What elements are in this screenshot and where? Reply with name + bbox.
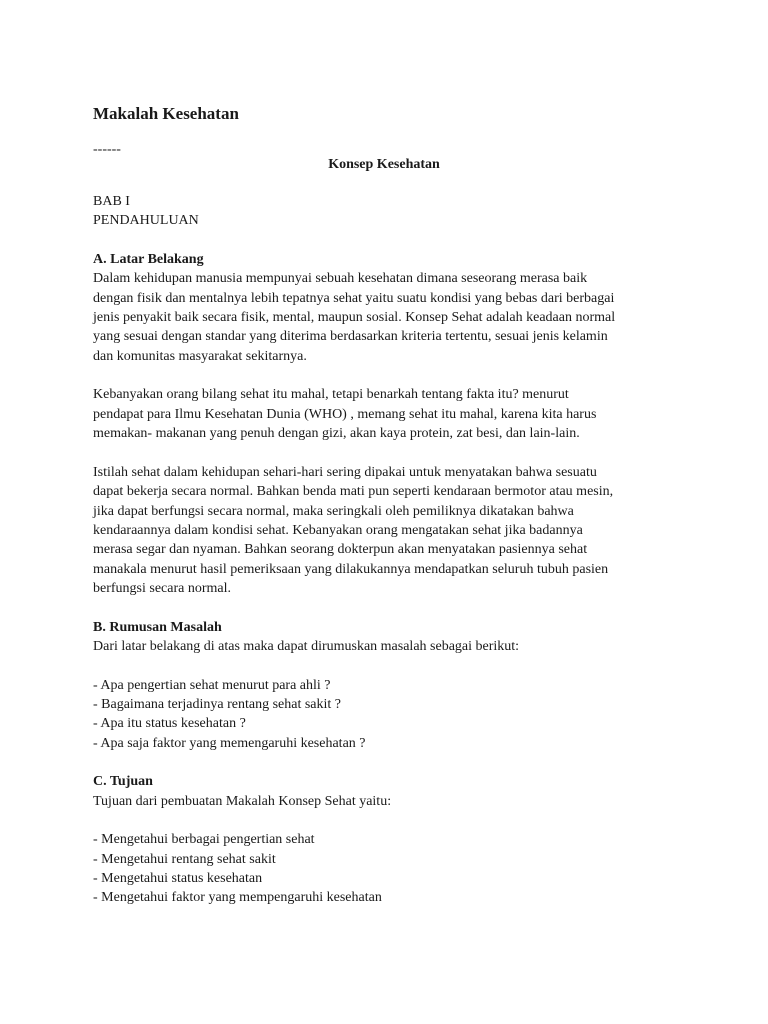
- list-item: - Mengetahui berbagai pengertian sehat: [93, 832, 315, 848]
- paragraph-line: Istilah sehat dalam kehidupan sehari-hari sering dipakai untuk menyatakan bahwa sesuatu: [93, 464, 597, 480]
- paragraph-line: pendapat para Ilmu Kesehatan Dunia (WHO) , memang sehat itu mahal, karena kita harus: [93, 406, 597, 422]
- section-intro: Dari latar belakang di atas maka dapat dirumuskan masalah sebagai berikut:: [93, 638, 520, 654]
- chapter-title: PENDAHULUAN: [93, 213, 199, 229]
- paragraph-line: dapat bekerja secara normal. Bahkan benda mati pun seperti kendaraan bermotor atau mesin,: [93, 484, 614, 500]
- document-subtitle: Konsep Kesehatan: [328, 157, 440, 172]
- section-intro: Tujuan dari pembuatan Makalah Konsep Sehat yaitu:: [93, 793, 392, 809]
- separator: ------: [93, 142, 121, 157]
- list-item: - Apa pengertian sehat menurut para ahli ?: [93, 677, 331, 693]
- section-heading-rumusan-masalah: B. Rumusan Masalah: [93, 619, 222, 635]
- list-item: - Mengetahui status kesehatan: [93, 871, 263, 887]
- paragraph-line: dan komunitas masyarakat sekitarnya.: [93, 348, 307, 364]
- section-heading-tujuan: C. Tujuan: [93, 774, 153, 790]
- paragraph-line: dengan fisik dan mentalnya lebih tepatnya sehat yaitu suatu kondisi yang bebas dari berbagai: [93, 290, 615, 306]
- paragraph-line: berfungsi secara normal.: [93, 580, 231, 596]
- paragraph-line: Dalam kehidupan manusia mempunyai sebuah kesehatan dimana seseorang merasa baik: [93, 271, 588, 287]
- paragraph-line: memakan- makanan yang penuh dengan gizi, akan kaya protein, zat besi, dan lain-lain.: [93, 426, 580, 442]
- chapter-number: BAB I: [93, 194, 130, 209]
- paragraph-line: jenis penyakit baik secara fisik, mental, maupun sosial. Konsep Sehat adalah keadaan normal: [93, 310, 616, 326]
- document-title: Makalah Kesehatan: [93, 104, 239, 123]
- list-item: - Apa saja faktor yang memengaruhi kesehatan ?: [93, 735, 366, 751]
- document-body: [93, 192, 683, 908]
- list-item: - Bagaimana terjadinya rentang sehat sakit ?: [93, 696, 342, 712]
- paragraph-line: jika dapat berfungsi secara normal, maka seringkali oleh pemiliknya dikatakan bahwa: [93, 503, 574, 519]
- paragraph-line: merasa segar dan nyaman. Bahkan seorang dokterpun akan menyatakan pasiennya sehat: [93, 542, 588, 558]
- list-item: - Apa itu status kesehatan ?: [93, 716, 246, 732]
- paragraph-line: yang sesuai dengan standar yang diterima berdasarkan kriteria tertentu, sesuai jenis kelamin: [93, 329, 608, 345]
- section-heading-latar-belakang: A. Latar Belakang: [93, 252, 204, 268]
- list-item: - Mengetahui faktor yang mempengaruhi kesehatan: [93, 890, 382, 906]
- paragraph-line: manakala menurut hasil pemeriksaan yang dilakukannya mendapatkan seluruh tubuh pasien: [93, 561, 609, 577]
- list-item: - Mengetahui rentang sehat sakit: [93, 851, 276, 867]
- paragraph-line: Kebanyakan orang bilang sehat itu mahal, tetapi benarkah tentang fakta itu? menurut: [93, 387, 569, 403]
- paragraph-line: kendaraannya dalam kondisi sehat. Kebanyakan orang mengatakan sehat jika badannya: [93, 522, 583, 538]
